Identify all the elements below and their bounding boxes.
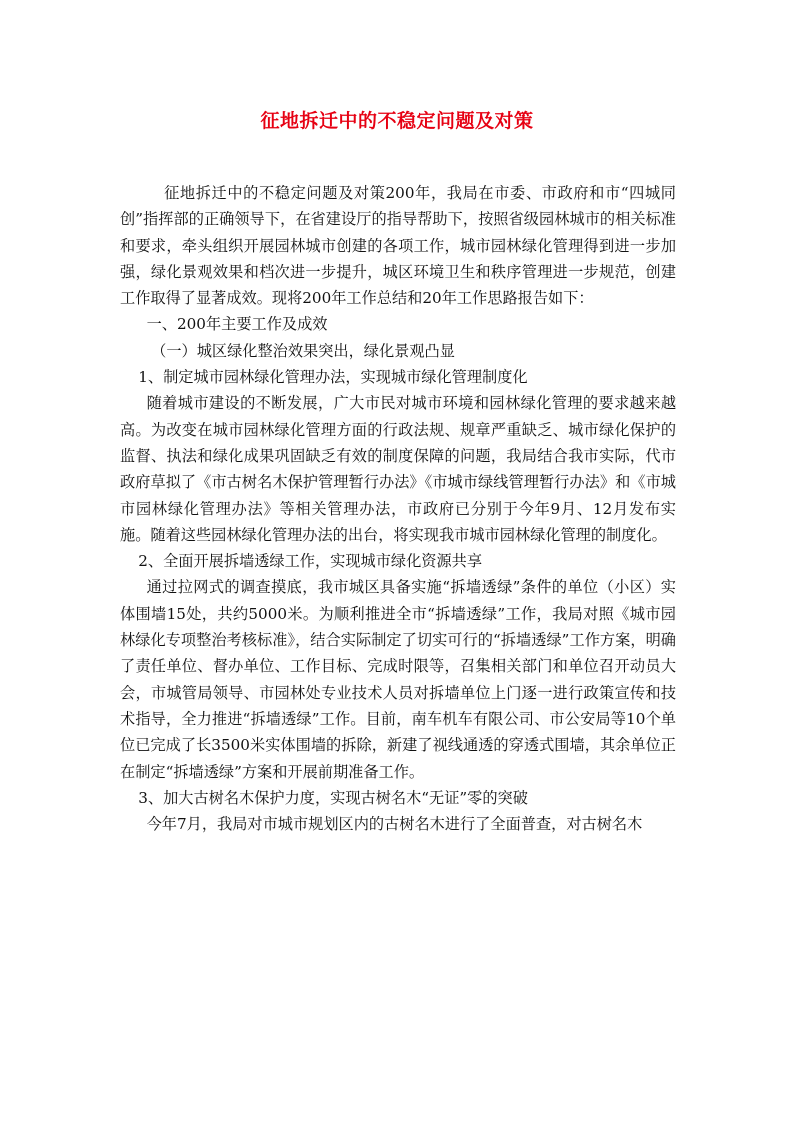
body-paragraph: 通过拉网式的调查摸底，我市城区具备实施“拆墙透绿”条件的单位（小区）实体围墙15处，共约5000米。为顺利推进全市“拆墙透绿”工作，我局对照《城市园林绿化专项整治考核标准》，结合实际制定了切实可行的“拆墙透绿”工作方案，明确了责任单位、督办单位、工作目标、完成时限等，召集相关部门和单位召开动员大会，市城管局领导、市园林处专业技术人员对拆墙单位上门逐一进行政策宣传和技术指导，全力推进“拆墙透绿”工作。目前，南车机车有限公司、市公安局等10个单位已完成了长3500米实体围墙的拆除，新建了视线通透的穿透式围墙，其余单位正在制定“拆墙透绿”方案和开展前期准备工作。 — [120, 578, 676, 781]
intro-paragraph: 征地拆迁中的不稳定问题及对策200年，我局在市委、市政府和市“四城同创”指挥部的正确领导下，在省建设厅的指导帮助下，按照省级园林城市的相关标准和要求，牵头组织开展园林城市创建的各项工作，城市园林绿化管理得到进一步加强，绿化景观效果和档次进一步提升，城区环境卫生和秩序管理进一步规范，创建工作取得了显著成效。现将200年工作总结和20年工作思路报告如下： — [120, 184, 676, 308]
section-heading: 一、200年主要工作及成效 — [146, 315, 328, 334]
document-title: 征地拆迁中的不稳定问题及对策 — [260, 110, 534, 132]
subsection-heading: （一）城区绿化整治效果突出，绿化景观凸显 — [151, 341, 455, 360]
body-paragraph: 今年7月，我局对市城市规划区内的古树名木进行了全面普查，对古树名木 — [146, 815, 643, 834]
document-body — [120, 180, 676, 837]
item-heading: 3、加大古树名木保护力度，实现古树名木“无证”零的突破 — [138, 788, 528, 807]
item-heading: 2、全面开展拆墙透绿工作，实现城市绿化资源共享 — [138, 552, 483, 571]
body-paragraph: 随着城市建设的不断发展，广大市民对城市环境和园林绿化管理的要求越来越高。为改变在城市园林绿化管理方面的行政法规、规章严重缺乏、城市绿化保护的监督、执法和绿化成果巩固缺乏有效的制度保障的问题，我局结合我市实际，代市政府草拟了《市古树名木保护管理暂行办法》《市城市绿线管理暂行办法》和《市城市园林绿化管理办法》等相关管理办法，市政府已分别于今年9月、12月发布实施。随着这些园林绿化管理办法的出台，将实现我市城市园林绿化管理的制度化。 — [120, 394, 676, 544]
item-heading: 1、制定城市园林绿化管理办法，实现城市绿化管理制度化 — [138, 368, 528, 387]
